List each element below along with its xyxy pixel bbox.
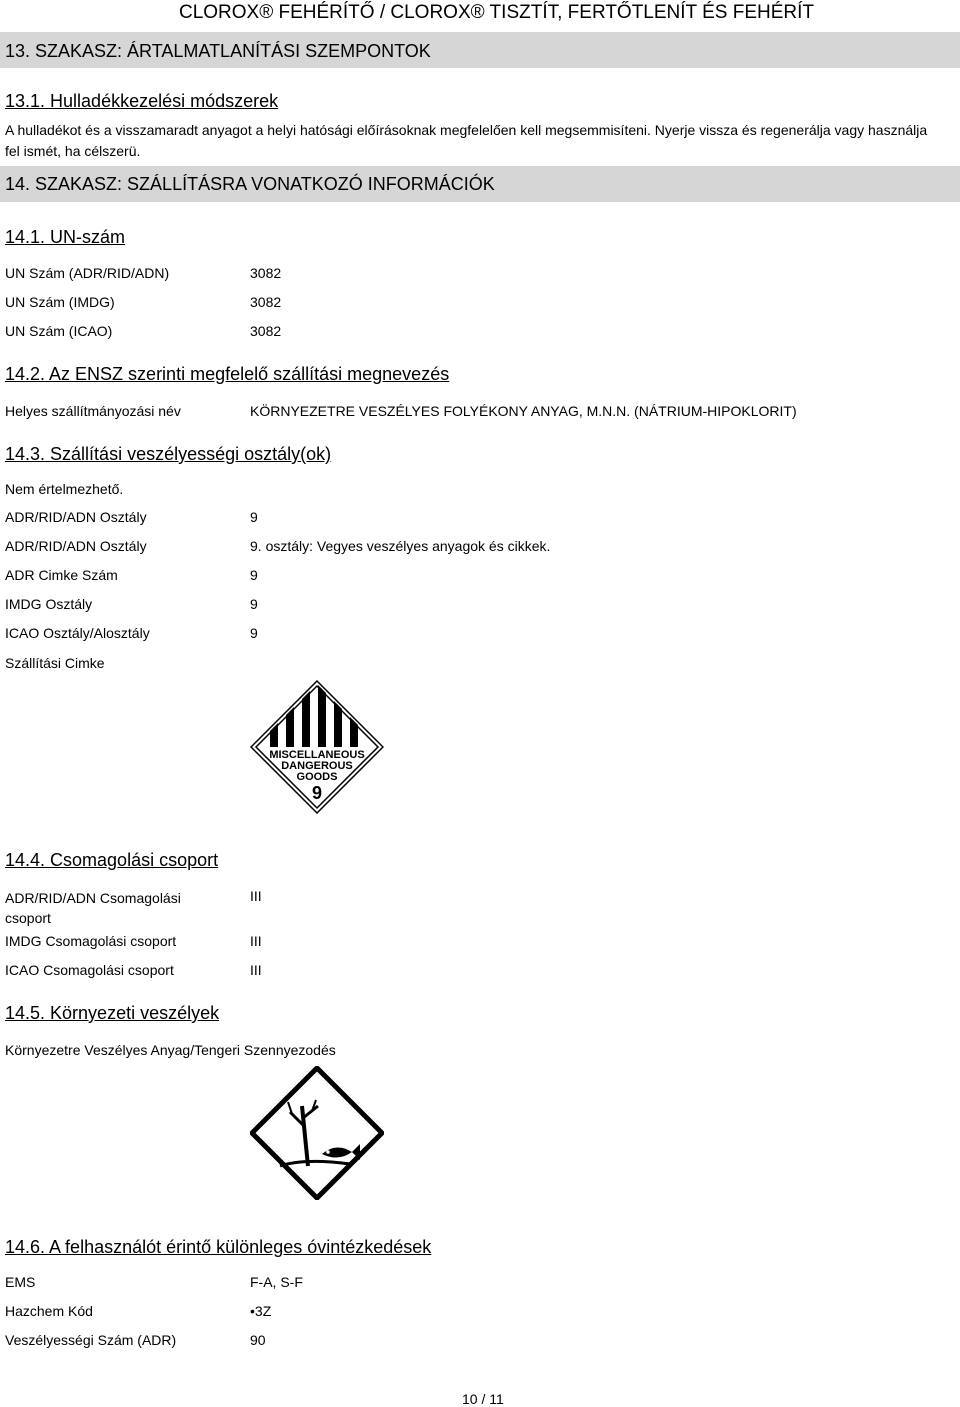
packing-row-label: ADR/RID/ADN Csomagolási csoport bbox=[5, 890, 181, 926]
section-13-1-title: 13.1. Hulladékkezelési módszerek bbox=[5, 91, 279, 111]
class-9-placard-icon bbox=[250, 680, 384, 814]
section-14-6-title: 14.6. A felhasználót érintő különleges óvintézkedések bbox=[5, 1237, 432, 1257]
class-row-value: 9 bbox=[250, 596, 258, 612]
packing-row-value: III bbox=[250, 933, 262, 949]
class-note: Nem értelmezhető. bbox=[5, 481, 124, 497]
env-hazard-label: Környezetre Veszélyes Anyag/Tengeri Szennyezodés bbox=[5, 1042, 336, 1058]
class-row-value: 9. osztály: Vegyes veszélyes anyagok és cikkek. bbox=[250, 538, 551, 554]
class-row-label: ADR Cimke Szám bbox=[5, 567, 118, 583]
un-row-label: UN Szám (ADR/RID/ADN) bbox=[5, 265, 170, 281]
shipping-name-value: KÖRNYEZETRE VESZÉLYES FOLYÉKONY ANYAG, M.N.N. (NÁTRIUM-HIPOKLORIT) bbox=[250, 403, 797, 419]
environmental-hazard-icon bbox=[250, 1066, 384, 1200]
special-row-value: •3Z bbox=[250, 1303, 272, 1319]
un-row-label: UN Szám (ICAO) bbox=[5, 323, 113, 339]
un-row-value: 3082 bbox=[250, 323, 282, 339]
section-14-1-title: 14.1. UN-szám bbox=[5, 227, 126, 247]
special-row-value: 90 bbox=[250, 1332, 266, 1348]
class-row-label: ADR/RID/ADN Osztály bbox=[5, 538, 147, 554]
class-row-label: ADR/RID/ADN Osztály bbox=[5, 509, 147, 525]
class-row-value: 9 bbox=[250, 625, 258, 641]
class-row-value: 9 bbox=[250, 509, 258, 525]
placard-text-line2: DANGEROUS bbox=[281, 760, 353, 772]
placard-text-line3: GOODS bbox=[296, 771, 338, 783]
packing-row-label: IMDG Csomagolási csoport bbox=[5, 933, 177, 949]
section-14-5-title: 14.5. Környezeti veszélyek bbox=[5, 1003, 220, 1023]
special-row-label: Veszélyességi Szám (ADR) bbox=[5, 1332, 177, 1348]
document-header-title: CLOROX® FEHÉRÍTŐ / CLOROX® TISZTÍT, FERTŐTLENÍT ÉS FEHÉRÍT bbox=[178, 2, 814, 23]
section-14-title: 14. SZAKASZ: SZÁLLÍTÁSRA VONATKOZÓ INFORMÁCIÓK bbox=[5, 174, 495, 194]
section-13-title: 13. SZAKASZ: ÁRTALMATLANÍTÁSI SZEMPONTOK bbox=[5, 41, 431, 61]
un-row-value: 3082 bbox=[250, 294, 282, 310]
page-number: 10 / 11 bbox=[462, 1391, 504, 1407]
un-row-value: 3082 bbox=[250, 265, 282, 281]
packing-row-value: III bbox=[250, 888, 262, 904]
special-row-value: F-A, S-F bbox=[250, 1274, 303, 1290]
class-row-label: ICAO Osztály/Alosztály bbox=[5, 625, 150, 641]
special-row-label: EMS bbox=[5, 1274, 36, 1290]
section-13-1-text: A hulladékot és a visszamaradt anyagot a helyi hatósági előírásoknak megfelelően kell megsemmisíteni. Nyerje vissza és regenerálja vagy használja fel ismét, ha célszerü. bbox=[5, 122, 928, 159]
un-row-label: UN Szám (IMDG) bbox=[5, 294, 115, 310]
special-row-label: Hazchem Kód bbox=[5, 1303, 93, 1319]
class-row-value: 9 bbox=[250, 567, 258, 583]
shipping-name-label: Helyes szállítmányozási név bbox=[5, 403, 181, 419]
packing-row-value: III bbox=[250, 962, 262, 978]
section-14-4-title: 14.4. Csomagolási csoport bbox=[5, 850, 219, 870]
placard-text-line1: MISCELLANEOUS bbox=[269, 749, 365, 761]
class-row-label: IMDG Osztály bbox=[5, 596, 93, 612]
section-14-2-title: 14.2. Az ENSZ szerinti megfelelő szállítási megnevezés bbox=[5, 364, 450, 384]
placard-number: 9 bbox=[311, 783, 323, 803]
section-14-3-title: 14.3. Szállítási veszélyességi osztály(ok) bbox=[5, 444, 332, 464]
transport-label-title: Szállítási Cimke bbox=[5, 655, 105, 671]
packing-row-label: ICAO Csomagolási csoport bbox=[5, 962, 174, 978]
